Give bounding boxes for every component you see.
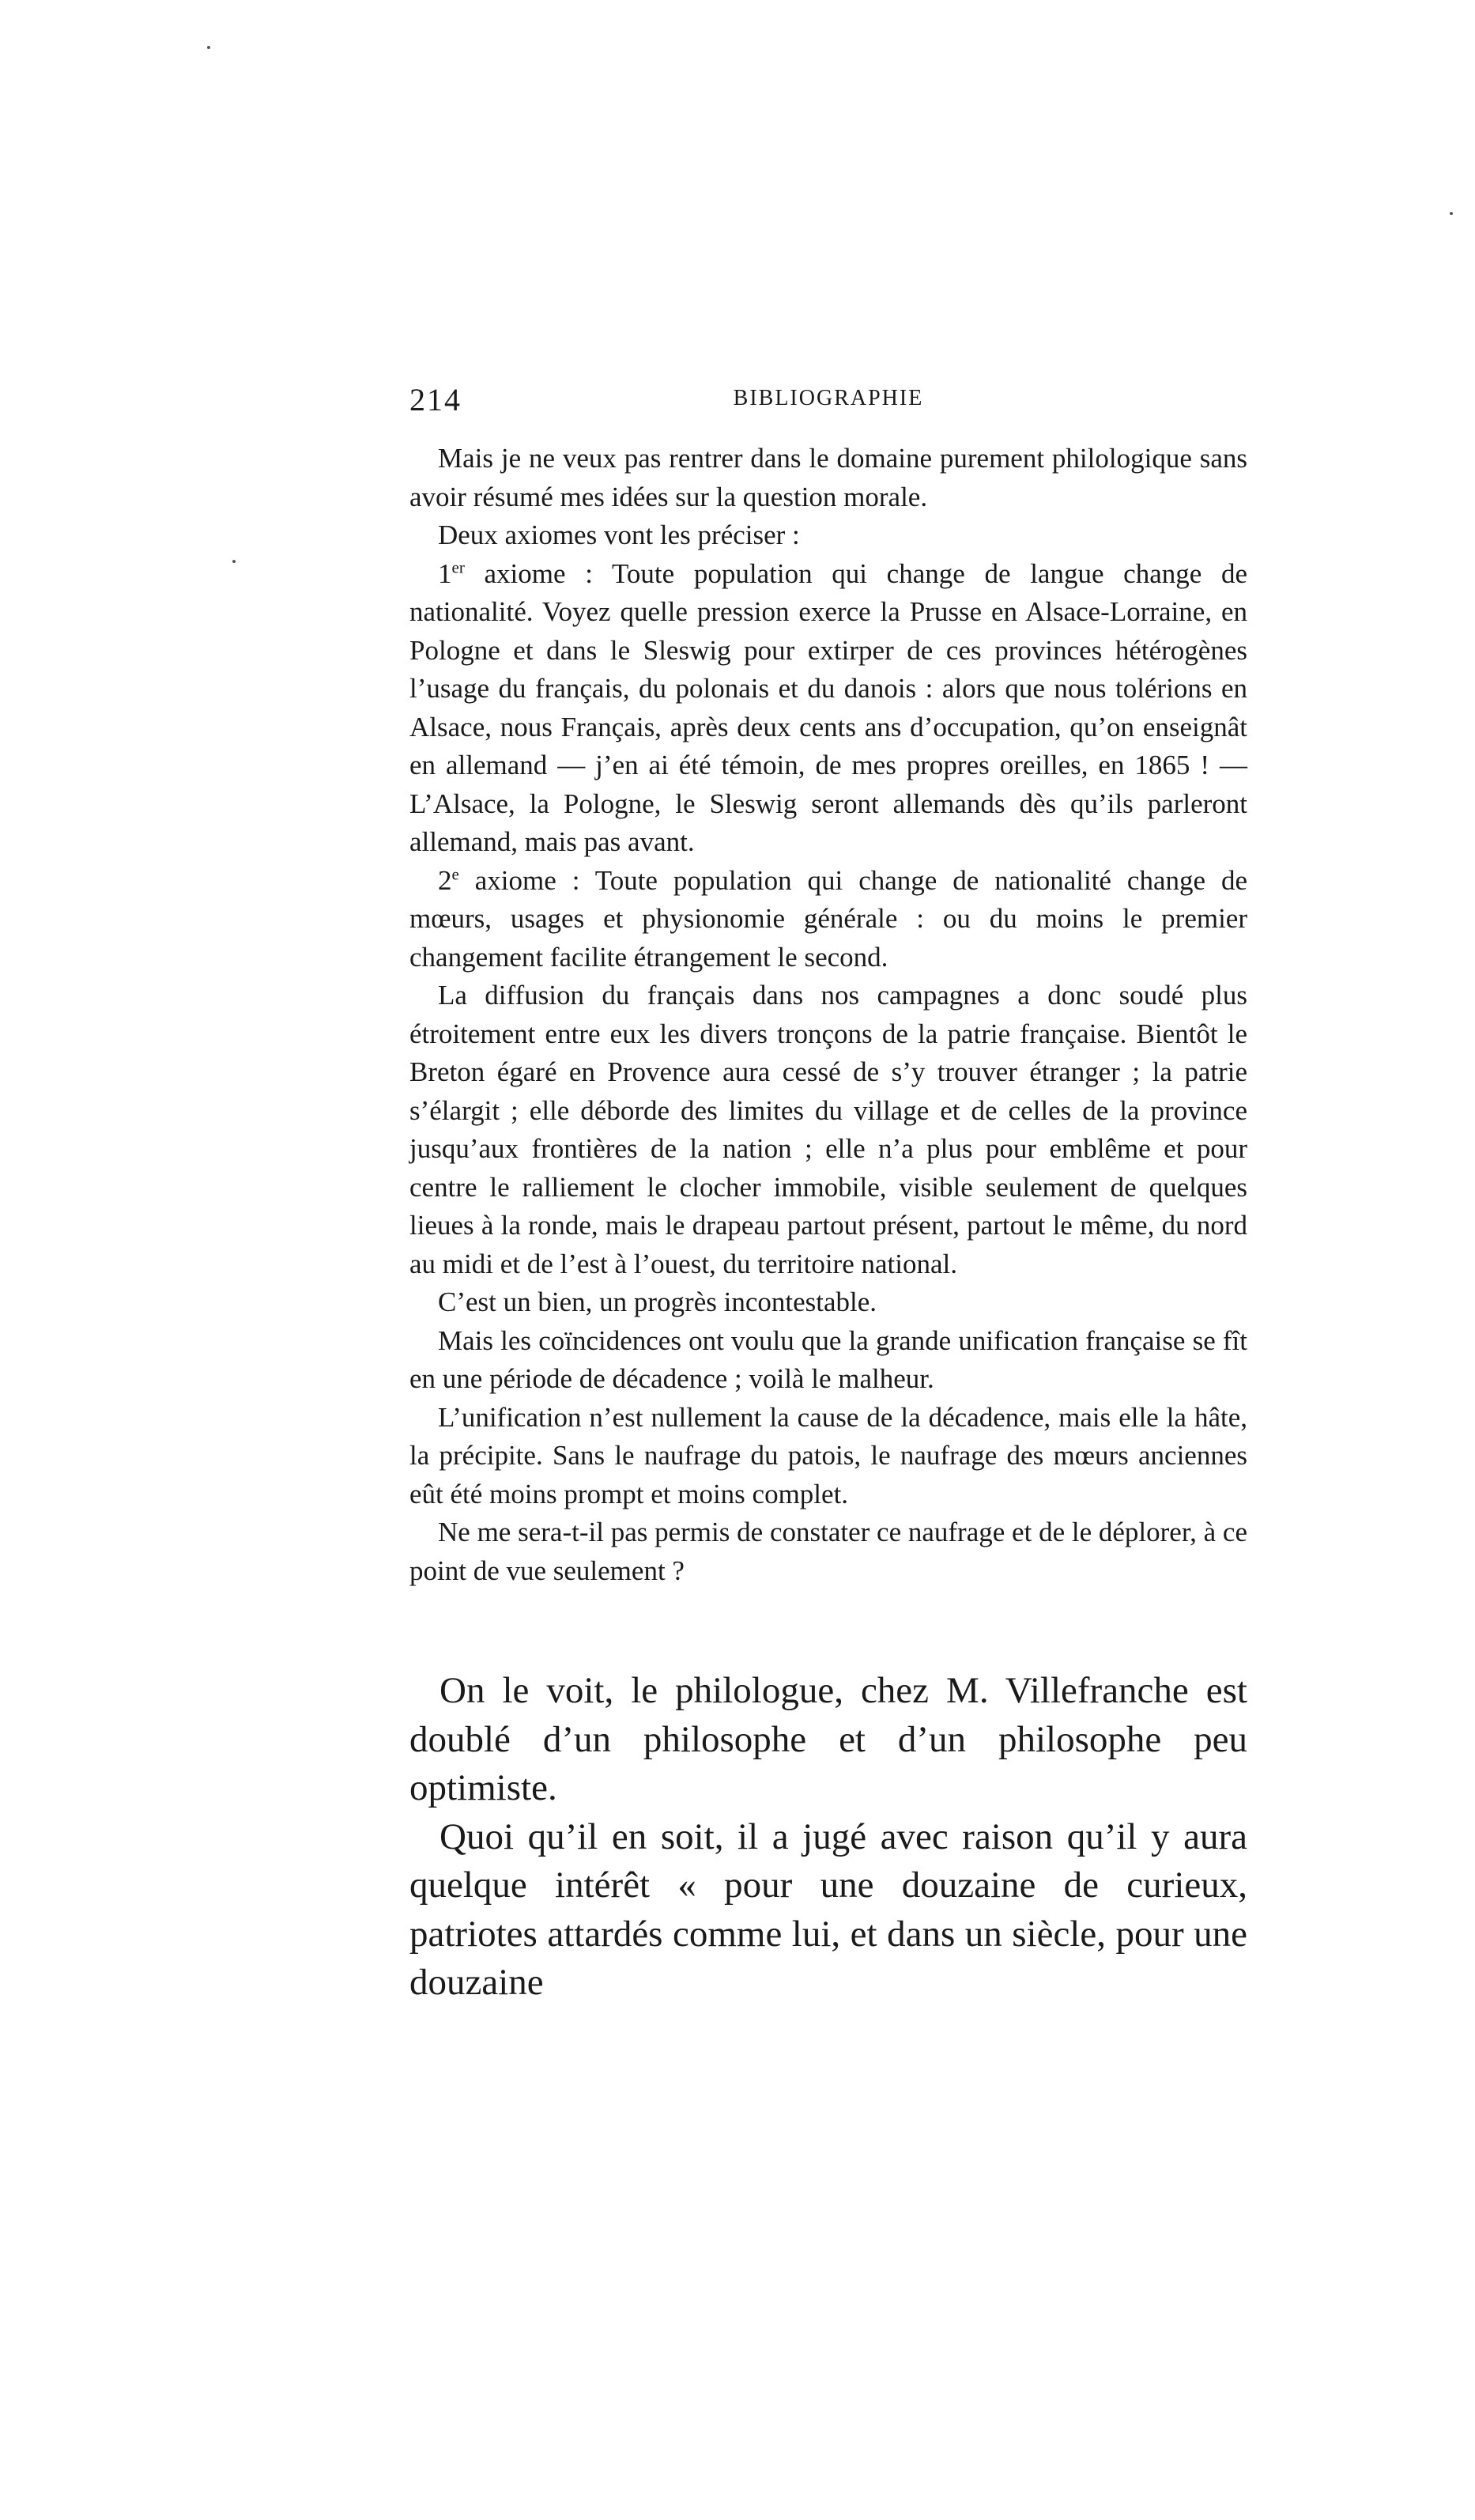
quote-paragraph: La diffusion du français dans nos campagnes a donc soudé plus étroitement entre eux les divers tronçons de la patrie française. Bientôt le Breton égaré en Provence aura cessé de s’y trouver étranger ; la patrie s’élargit ; elle déborde des limites du village et de celles de la province jusqu’aux frontières de la nation ; elle n’a plus pour emblême et pour centre le ralliement le clocher immobile, visible seulement de quelques lieues à la ronde, mais le drapeau partout présent, partout le même, du nord au midi et de l’est à l’ouest, du territoire national. — [409, 980, 1247, 1279]
quote-paragraph: L’unification n’est nullement la cause de la décadence, mais elle la hâte, la précipite. Sans le naufrage du patois, le naufrage des mœurs anciennes eût été moins prompt et moins complet. — [409, 1401, 1247, 1509]
quote-paragraph: Deux axiomes vont les préciser : — [438, 519, 800, 550]
axiom-2-paragraph — [409, 862, 1247, 977]
scan-speck — [232, 560, 236, 563]
axiom-2-ordinal: 2 — [438, 864, 452, 896]
body-paragraph: On le voit, le philologue, chez M. Villefranche est doublé d’un philosophe et d’un philosophe peu optimiste. — [409, 1670, 1247, 1808]
page-number: 214 — [409, 382, 462, 417]
page-header — [409, 381, 1247, 417]
quote-paragraph: C’est un bien, un progrès incontestable. — [438, 1286, 877, 1317]
axiom-1-paragraph — [409, 555, 1247, 862]
running-title: BIBLIOGRAPHIE — [733, 386, 924, 410]
axiom-2-text: axiome : Toute population qui change de nationalité change de mœurs, usages et physionomie générale : ou du moins le premier changement facilite étrangement le second. — [409, 864, 1247, 973]
quote-paragraph: Mais je ne veux pas rentrer dans le domaine purement philologique sans avoir résumé mes idées sur la question morale. — [409, 443, 1247, 512]
quoted-passage — [409, 440, 1247, 1590]
axiom-1-ordinal-suffix: er — [451, 557, 465, 576]
scan-speck — [1450, 212, 1453, 215]
axiom-1-text: axiome : Toute population qui change de langue change de nationalité. Voyez quelle pression exerce la Prusse en Alsace-Lorraine, en Pologne et dans le Sleswig pour extirper de ces provinces hétérogènes l’usage du français, du polonais et du danois : alors que nous tolérions en Alsace, nous Français, après deux cents ans d’occupation, qu’on enseignât en allemand — j’en ai été témoin, de mes propres oreilles, en 1865 ! — L’Alsace, la Pologne, le Sleswig seront allemands dès qu’ils parleront allemand, mais pas avant. — [409, 557, 1247, 857]
body-text — [409, 1667, 1247, 2008]
quote-paragraph: Mais les coïncidences ont voulu que la grande unification française se fît en une période de décadence ; voilà le malheur. — [409, 1324, 1247, 1394]
scan-speck — [207, 46, 210, 49]
axiom-1-ordinal: 1 — [438, 557, 452, 589]
body-paragraph: Quoi qu’il en soit, il a jugé avec raison qu’il y aura quelque intérêt « pour une douzaine de curieux, patriotes attardés comme lui, et dans un siècle, pour une douzaine — [409, 1815, 1247, 2003]
quote-paragraph: Ne me sera-t-il pas permis de constater ce naufrage et de le déplorer, à ce point de vue seulement ? — [409, 1517, 1247, 1586]
axiom-2-ordinal-suffix: e — [451, 863, 459, 883]
